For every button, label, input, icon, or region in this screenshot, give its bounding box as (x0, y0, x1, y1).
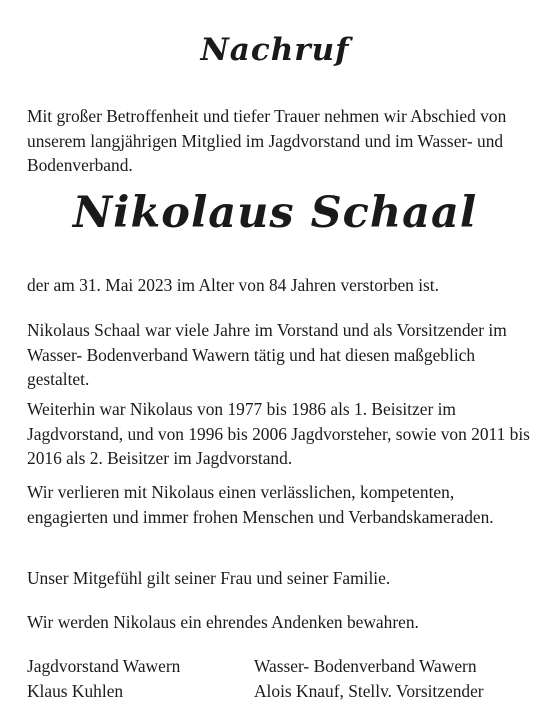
remembrance-line: Wir werden Nikolaus ein ehrendes Andenken bewahren. (27, 612, 419, 632)
signature-right-person: Alois Knauf, Stellv. Vorsitzender (254, 680, 484, 701)
roles-paragraph: Weiterhin war Nikolaus von 1977 bis 1986 als 1. Beisitzer im Jagdvorstand, und von 1996 bis 2006 Jagdvorsteher, sowie von 2011 bis 2016 als 2. Beisitzer im Jagdvorstand. (27, 399, 530, 468)
loss-paragraph: Wir verlieren mit Nikolaus einen verlässlichen, kompetenten, engagierten und immer frohen Menschen und Verbandskameraden. (27, 482, 494, 527)
death-line: der am 31. Mai 2023 im Alter von 84 Jahren verstorben ist. (27, 275, 439, 295)
board-paragraph: Nikolaus Schaal war viele Jahre im Vorstand und als Vorsitzender im Wasser- Bodenverband Wawern tätig und hat diesen maßgeblich gestaltet. (27, 320, 507, 389)
deceased-name: Nikolaus Schaal (72, 188, 478, 238)
notice-heading: Nachruf (200, 32, 350, 68)
signature-right (254, 654, 534, 703)
signature-left-organization: Jagdvorstand Wawern (27, 656, 181, 676)
signature-right-organization: Wasser- Bodenverband Wawern (254, 656, 477, 676)
signature-left-person: Klaus Kuhlen (27, 680, 124, 701)
signature-left (27, 654, 247, 703)
intro-paragraph: Mit großer Betroffenheit und tiefer Trauer nehmen wir Abschied von unserem langjährigen Mitglied im Jagdvorstand und im Wasser- und Bodenverband. (27, 106, 507, 175)
sympathy-line: Unser Mitgefühl gilt seiner Frau und seiner Familie. (27, 568, 391, 588)
